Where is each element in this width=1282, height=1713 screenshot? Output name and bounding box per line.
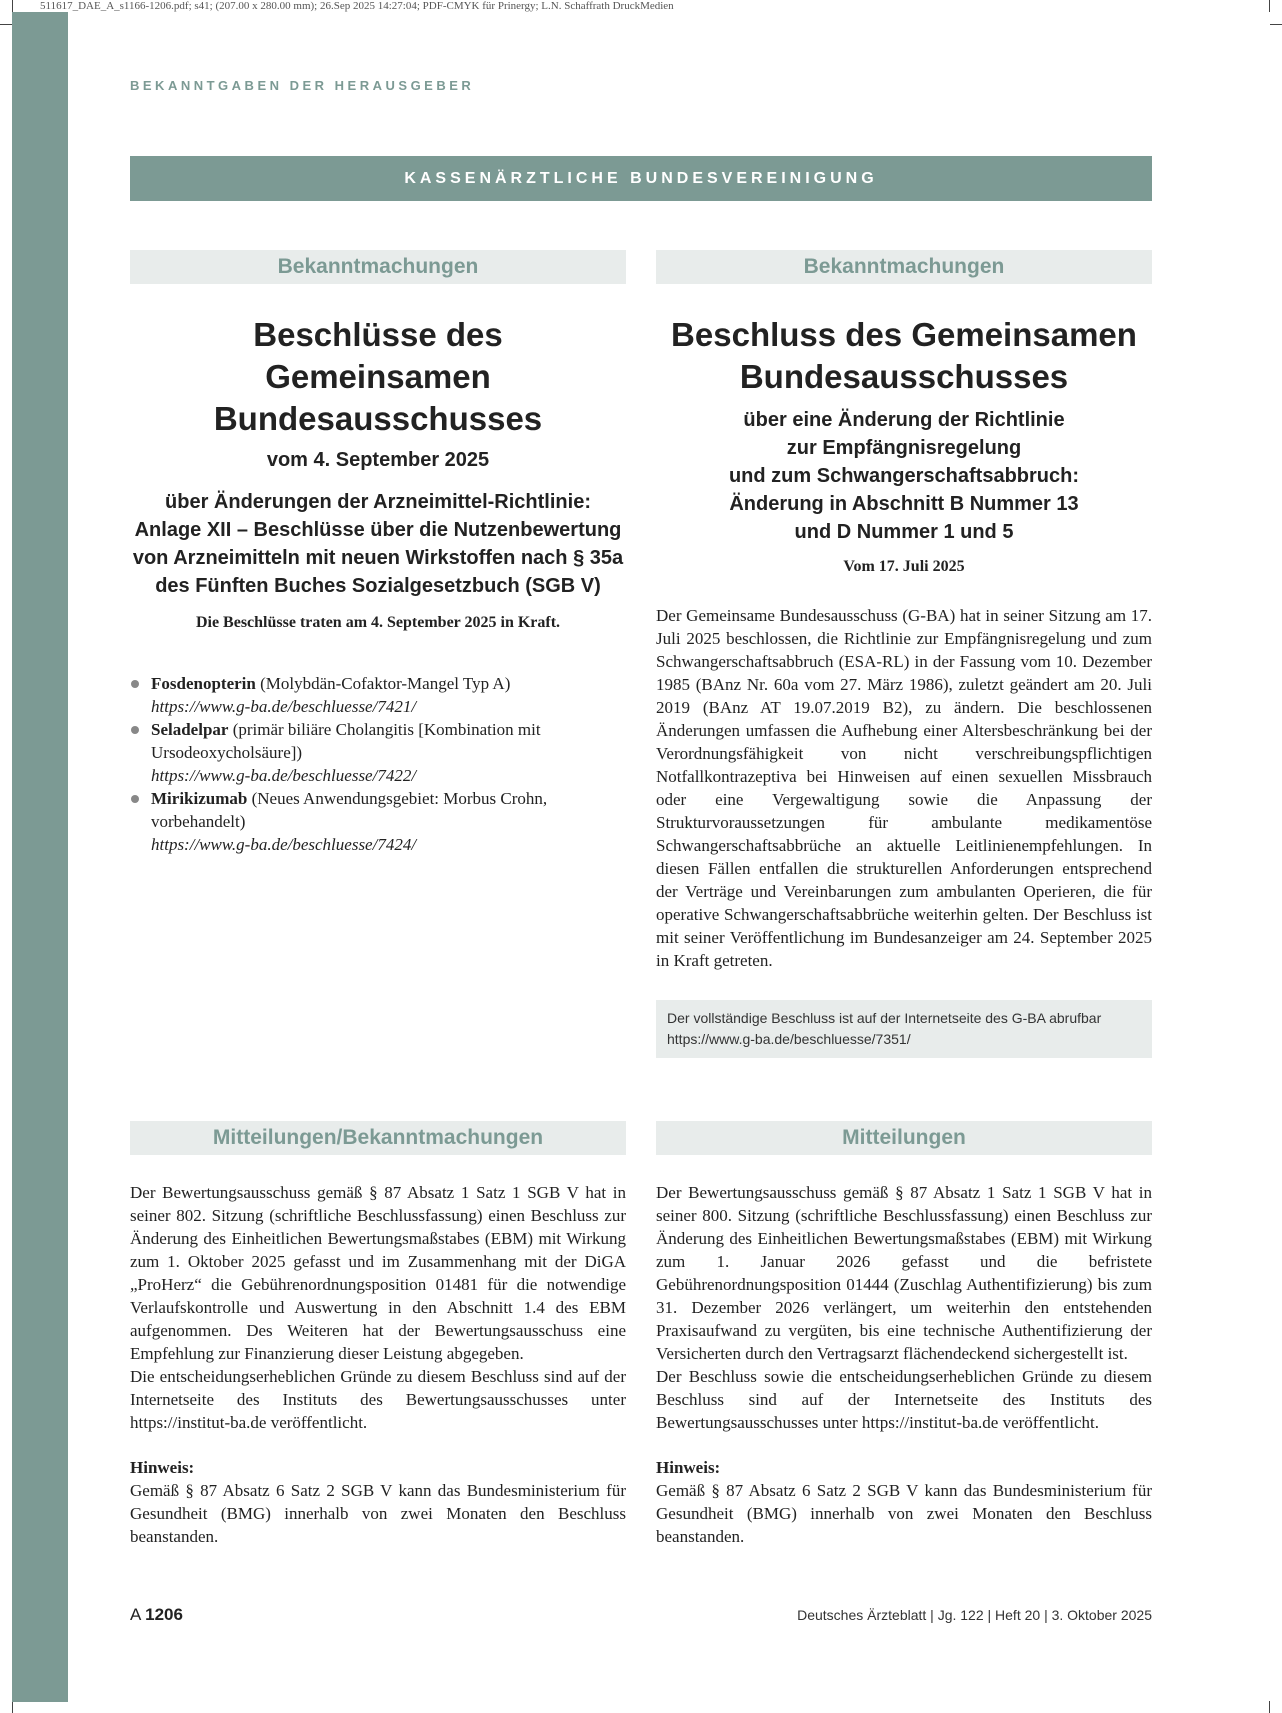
hint-text: Gemäß § 87 Absatz 6 Satz 2 SGB V kann das Bundesministerium für Gesundheit (BMG) innerhalb von zwei Monaten den Beschluss beanstanden. xyxy=(656,1481,1152,1546)
hint-label: Hinweis: xyxy=(130,1458,195,1477)
communication-paragraph: Die entscheidungserheblichen Gründe zu diesem Beschluss sind auf der Internetseite des Instituts des Bewertungsausschusses unter https://institut-ba.de veröffentlicht. xyxy=(130,1367,626,1432)
drug-name: Fosdenopterin xyxy=(151,674,256,693)
right-communication xyxy=(656,1121,1152,1548)
subtitle-line: über eine Änderung der Richtlinie xyxy=(743,409,1065,431)
journal-info: Deutsches Ärzteblatt | Jg. 122 | Heft 20 | 3. Oktober 2025 xyxy=(797,1607,1152,1623)
announcement-body: Der Gemeinsame Bundesausschuss (G-BA) hat in seiner Sitzung am 17. Juli 2025 beschlossen, die Richtlinie zur Empfängnisregelung und zum Schwangerschaftsabbruch (ESA-RL) in der Fassung vom 10. Dezember 1985 (BAnz Nr. 60a vom 27. März 1986), zuletzt geändert am 20. Juli 2019 (BAnz AT 19.07.2019 B2), zu ändern. Die beschlossenen Änderungen umfassen die Aufhebung einer Altersbeschränkung bei der Verordnungsfähigkeit von nicht verschreibungspflichtigen Notfallkontrazeptiva bei Hinweisen auf einen sexuellen Missbrauch oder eine Vergewaltigung sowie die Anpassung der Strukturvoraussetzungen für ambulante medikamentöse Schwangerschaftsabbrüche an aktuelle Leitlinienempfehlungen. In diesen Fällen entfallen die strukturellen Anforderungen entsprechend der Verträge und Vereinbarungen zum ambulanten Operieren, die für operative Schwangerschaftsabbrüche weiterhin gelten. Der Beschluss ist mit seiner Veröffentlichung im Bundesanzeiger am 24. September 2025 in Kraft getreten. xyxy=(656,606,1152,970)
crop-mark xyxy=(12,1701,13,1713)
subtitle-line: zur Empfängnisregelung xyxy=(786,437,1022,459)
announcement-date: Vom 17. Juli 2025 xyxy=(843,558,965,575)
subtitle-line: und D Nummer 1 und 5 xyxy=(794,521,1014,543)
page-number xyxy=(130,1605,183,1625)
communication-paragraph: Der Bewertungsausschuss gemäß § 87 Absatz 1 Satz 1 SGB V hat in seiner 802. Sitzung (schriftliche Beschlussfassung) einen Beschluss zur Änderung des Einheitlichen Bewertungsmaßstabes (EBM) mit Wirkung zum 1. Oktober 2025 gefasst und im Zusammenhang mit der DiGA „ProHerz“ die Gebührenordnungsposition 01481 für die notwendige Verlaufskontrolle und Auswertung in den Abschnitt 1.4 des EBM aufgenommen. Des Weiteren hat der Bewertungsausschuss eine Empfehlung zur Finanzierung dieser Leistung abgegeben. xyxy=(130,1183,626,1363)
left-announcement xyxy=(130,250,626,856)
hint-label: Hinweis: xyxy=(656,1458,721,1477)
subtitle-line: und zum Schwangerschaftsabbruch: xyxy=(728,465,1080,487)
section-heading: Bekanntmachungen xyxy=(130,250,626,284)
bullet-icon xyxy=(131,795,139,803)
announcement-subtitle xyxy=(656,406,1152,546)
drug-name: Mirikizumab xyxy=(151,789,248,808)
subtitle-line: Änderung in Abschnitt B Nummer 13 xyxy=(729,493,1079,515)
crop-mark xyxy=(12,0,13,12)
announcement-title: Beschlüsse des Gemeinsamen Bundesausschusses xyxy=(213,316,543,437)
announcement-subtitle: über Änderungen der Arzneimittel-Richtlinie: Anlage XII – Beschlüsse über die Nutzenbewertung von Arzneimitteln mit neuen Wirkstoffen nach § 35a des Fünften Buches Sozialgesetzbuch (SGB V) xyxy=(132,491,624,597)
section-heading: Mitteilungen/Bekanntmachungen xyxy=(130,1121,626,1155)
drug-indication: (primär biliäre Cholangitis [Kombination mit Ursodeoxycholsäure]) xyxy=(151,720,541,762)
crop-mark xyxy=(1269,1701,1270,1713)
effective-note: Die Beschlüsse traten am 4. September 2025 in Kraft. xyxy=(195,614,561,631)
section-heading: Bekanntmachungen xyxy=(656,250,1152,284)
right-announcement xyxy=(656,250,1152,1058)
drug-indication: (Neues Anwendungsgebiet: Morbus Crohn, vorbehandelt) xyxy=(151,789,548,831)
section-heading: Mitteilungen xyxy=(656,1121,1152,1155)
announcement-title: Beschluss des Gemeinsamen Bundesausschusses xyxy=(671,316,1137,395)
list-item xyxy=(130,672,626,718)
decision-list xyxy=(130,672,626,856)
communication-paragraph: Der Beschluss sowie die entscheidungserheblichen Gründe zu diesem Beschluss sind auf der Internetseite des Instituts des Bewertungsausschusses unter https://institut-ba.de veröffentlicht. xyxy=(656,1367,1152,1432)
communication-paragraph: Der Bewertungsausschuss gemäß § 87 Absatz 1 Satz 1 SGB V hat in seiner 800. Sitzung (schriftliche Beschlussfassung) einen Beschluss zur Änderung des Einheitlichen Bewertungsmaßstabes (EBM) mit Wirkung zum 1. Januar 2026 gefasst und die befristete Gebührenordnungsposition 01444 (Zuschlag Authentifizierung) bis zum 31. Dezember 2026 verlängert, um weiterhin den entstehenden Praxisaufwand zu vergüten, bis eine technische Authentifizierung der Versicherten durch den Vertragsarzt flächendeckend sichergestellt ist. xyxy=(656,1183,1152,1363)
list-item xyxy=(130,787,626,856)
page-number-value: 1206 xyxy=(145,1605,183,1624)
decision-link[interactable]: https://www.g-ba.de/beschluesse/7421/ xyxy=(151,697,417,716)
list-item xyxy=(130,718,626,787)
hint-text: Gemäß § 87 Absatz 6 Satz 2 SGB V kann das Bundesministerium für Gesundheit (BMG) innerhalb von zwei Monaten den Beschluss beanstanden. xyxy=(130,1481,626,1546)
bullet-icon xyxy=(131,680,139,688)
notice-text: Der vollständige Beschluss ist auf der Internetseite des G-BA abrufbar xyxy=(667,1010,1102,1026)
notice-link[interactable]: https://www.g-ba.de/beschluesse/7351/ xyxy=(667,1031,911,1047)
page-kicker: BEKANNTGABEN DER HERAUSGEBER xyxy=(130,78,475,93)
drug-name: Seladelpar xyxy=(151,720,229,739)
crop-mark xyxy=(1270,24,1282,25)
left-communication xyxy=(130,1121,626,1548)
decision-link[interactable]: https://www.g-ba.de/beschluesse/7424/ xyxy=(151,835,417,854)
print-info: 511617_DAE_A_s1166-1206.pdf; s41; (207.00 x 280.00 mm); 26.Sep 2025 14:27:04; PDF-CMYK für Prinergy; L.N. Schaffrath DruckMedien xyxy=(40,0,674,12)
organization-banner: KASSENÄRZTLICHE BUNDESVEREINIGUNG xyxy=(130,156,1152,201)
crop-mark xyxy=(0,24,12,25)
page-prefix: A xyxy=(130,1605,141,1624)
bullet-icon xyxy=(131,726,139,734)
announcement-date: vom 4. September 2025 xyxy=(266,449,490,471)
full-text-notice xyxy=(656,1000,1152,1058)
decision-link[interactable]: https://www.g-ba.de/beschluesse/7422/ xyxy=(151,766,417,785)
crop-mark xyxy=(1269,0,1270,12)
page-color-bar xyxy=(12,12,68,1702)
drug-indication: (Molybdän-Cofaktor-Mangel Typ A) xyxy=(255,674,511,693)
